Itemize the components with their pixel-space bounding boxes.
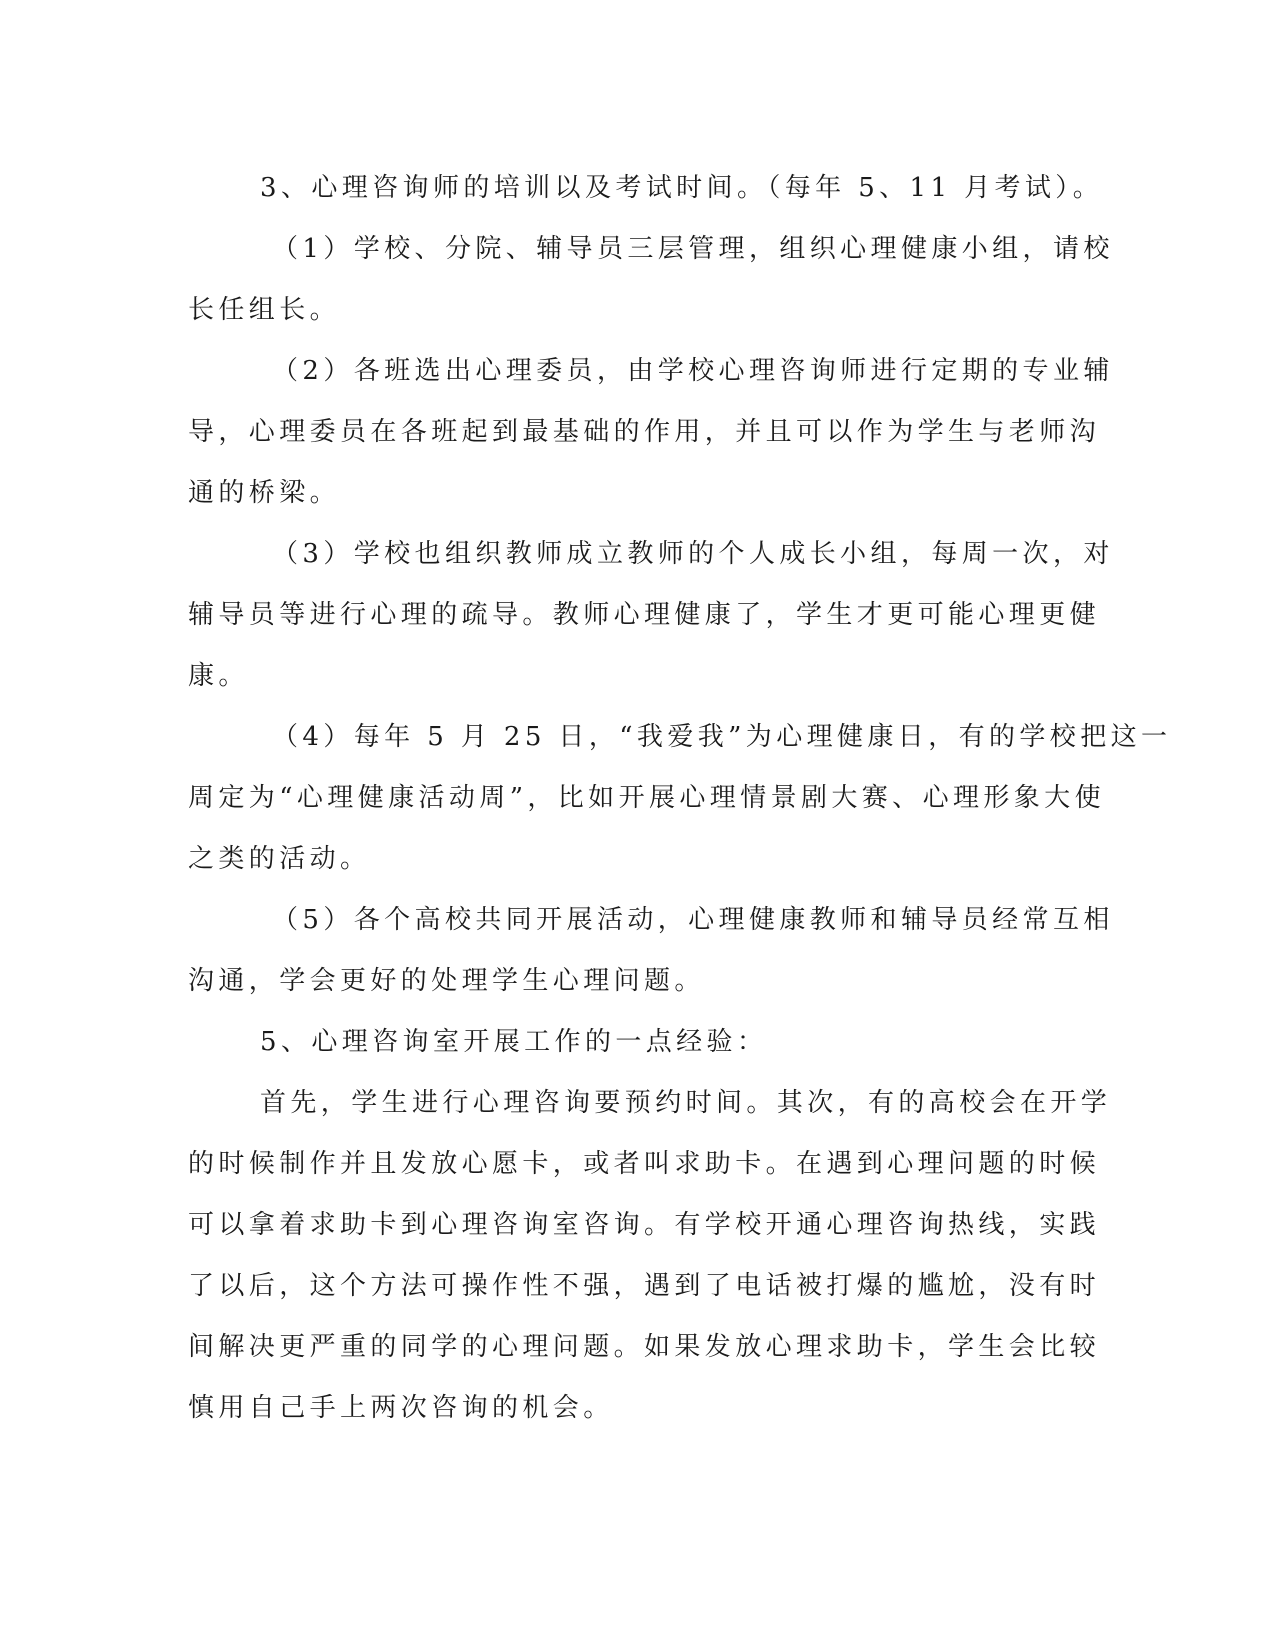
item-3-line-3: 康。 xyxy=(188,661,249,691)
item-3-line-1: （3）学校也组织教师成立教师的个人成长小组，每周一次，对 xyxy=(272,539,1114,569)
item-4-line-1: （4）每年 5 月 25 日，“我爱我”为心理健康日，有的学校把这一 xyxy=(272,722,1172,752)
item-1-line-2: 长任组长。 xyxy=(188,295,341,325)
item-4-line-2: 周定为“心理健康活动周”，比如开展心理情景剧大赛、心理形象大使 xyxy=(188,783,1105,813)
item-5-line-2: 沟通，学会更好的处理学生心理问题。 xyxy=(188,966,705,996)
experience-paragraph-line-4: 了以后，这个方法可操作性不强，遇到了电话被打爆的尴尬，没有时 xyxy=(188,1271,1101,1301)
item-4-line-3: 之类的活动。 xyxy=(188,844,371,874)
experience-paragraph-line-2: 的时候制作并且发放心愿卡，或者叫求助卡。在遇到心理问题的时候 xyxy=(188,1149,1101,1179)
experience-paragraph-line-1: 首先，学生进行心理咨询要预约时间。其次，有的高校会在开学 xyxy=(260,1088,1112,1118)
item-2-line-2: 导，心理委员在各班起到最基础的作用，并且可以作为学生与老师沟 xyxy=(188,417,1101,447)
experience-paragraph-line-6: 慎用自己手上两次咨询的机会。 xyxy=(188,1393,614,1423)
experience-paragraph-line-3: 可以拿着求助卡到心理咨询室咨询。有学校开通心理咨询热线，实践 xyxy=(188,1210,1101,1240)
item-1-line-1: （1）学校、分院、辅导员三层管理，组织心理健康小组，请校 xyxy=(272,234,1114,264)
section-5-heading: 5、心理咨询室开展工作的一点经验： xyxy=(260,1027,768,1057)
item-3-line-2: 辅导员等进行心理的疏导。教师心理健康了，学生才更可能心理更健 xyxy=(188,600,1101,630)
item-2-line-3: 通的桥梁。 xyxy=(188,478,341,508)
experience-paragraph-line-5: 间解决更严重的同学的心理问题。如果发放心理求助卡，学生会比较 xyxy=(188,1332,1101,1362)
document-body xyxy=(188,158,1172,1439)
section-3-heading: 3、心理咨询师的培训以及考试时间。（每年 5、11 月考试）。 xyxy=(260,173,1104,203)
item-2-line-1: （2）各班选出心理委员，由学校心理咨询师进行定期的专业辅 xyxy=(272,356,1114,386)
item-5-line-1: （5）各个高校共同开展活动，心理健康教师和辅导员经常互相 xyxy=(272,905,1114,935)
